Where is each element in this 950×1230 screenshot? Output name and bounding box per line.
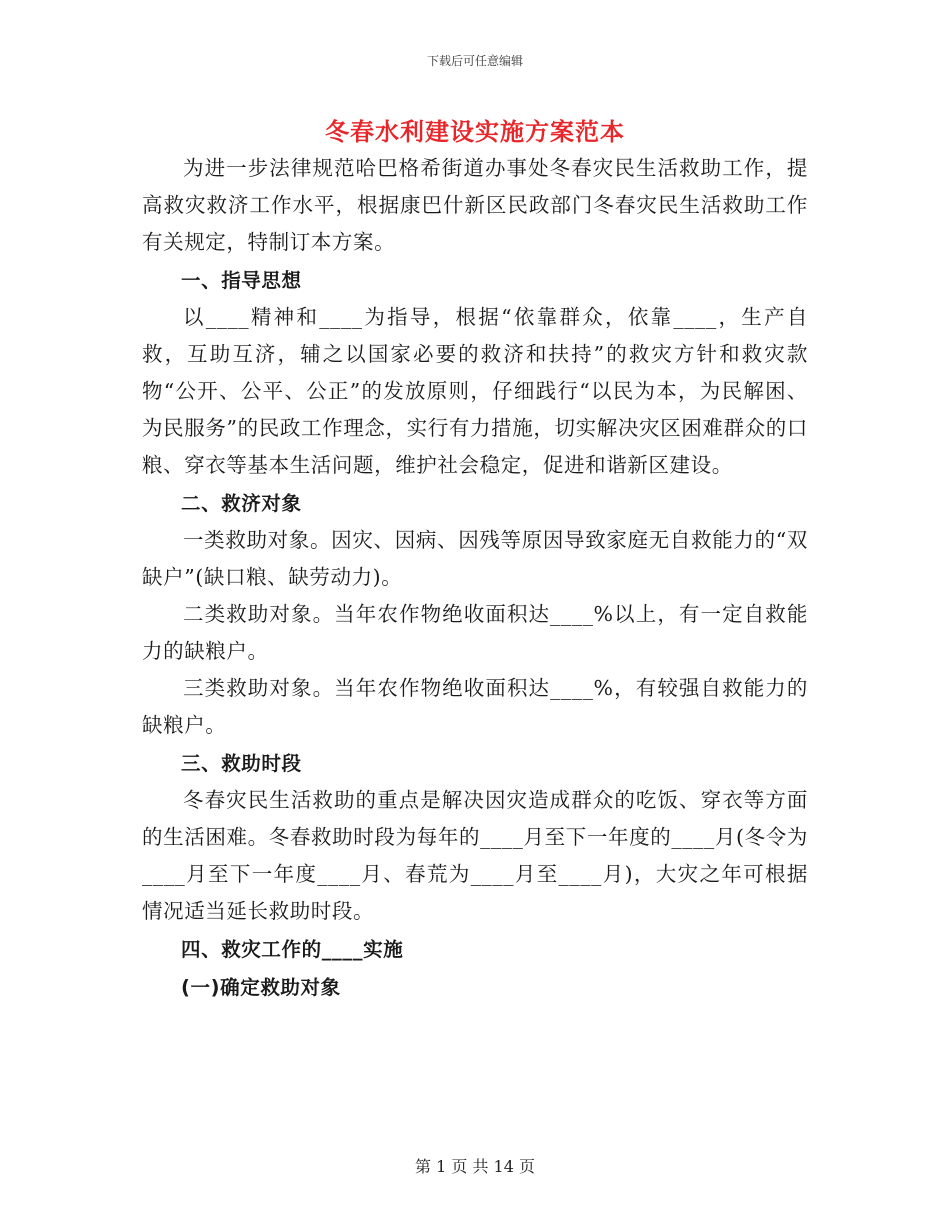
relief-target-class-3: 三类救助对象。当年农作物绝收面积达____%，有较强自救能力的缺粮户。: [142, 676, 808, 737]
header-note: 下载后可任意编辑: [426, 54, 523, 68]
document-title: 冬春水利建设实施方案范本: [325, 117, 625, 146]
intro-paragraph: 为进一步法律规范哈巴格希街道办事处冬春灾民生活救助工作，提高救灾救济工作水平，根据康巴什新区民政部门冬春灾民生活救助工作有关规定，特制订本方案。: [142, 156, 808, 254]
document-body: [142, 150, 808, 1006]
section-heading-3: 三、救助时段: [181, 752, 302, 775]
subsection-heading-1: (一)确定救助对象: [181, 976, 341, 999]
guiding-ideology-paragraph: 以____精神和____为指导，根据“依靠群众，依靠____，生产自救，互助互济，辅之以国家必要的救济和扶持”的救灾方针和救灾款物“公开、公平、公正”的发放原则，仔细践行“以民为本，为民解困、为民服务”的民政工作理念，实行有力措施，切实解决灾区困难群众的口粮、穿衣等基本生活问题，维护社会稳定，促进和谐新区建设。: [142, 305, 808, 477]
page-footer: 第 1 页 共 14 页: [415, 1157, 535, 1176]
relief-target-class-2: 二类救助对象。当年农作物绝收面积达____%以上，有一定自救能力的缺粮户。: [142, 602, 808, 663]
section-heading-4: 四、救灾工作的____实施: [181, 938, 404, 961]
relief-period-paragraph: 冬春灾民生活救助的重点是解决因灾造成群众的吃饭、穿衣等方面的生活困难。冬春救助时段为每年的____月至下一年度的____月(冬令为____月至下一年度____月、春荒为____月至____月)，大灾之年可根据情况适当延长救助时段。: [142, 788, 808, 923]
section-heading-1: 一、指导思想: [181, 269, 302, 292]
relief-target-class-1: 一类救助对象。因灾、因病、因残等原因导致家庭无自救能力的“双缺户”(缺口粮、缺劳动力)。: [142, 528, 808, 589]
section-heading-2: 二、救济对象: [181, 492, 302, 515]
